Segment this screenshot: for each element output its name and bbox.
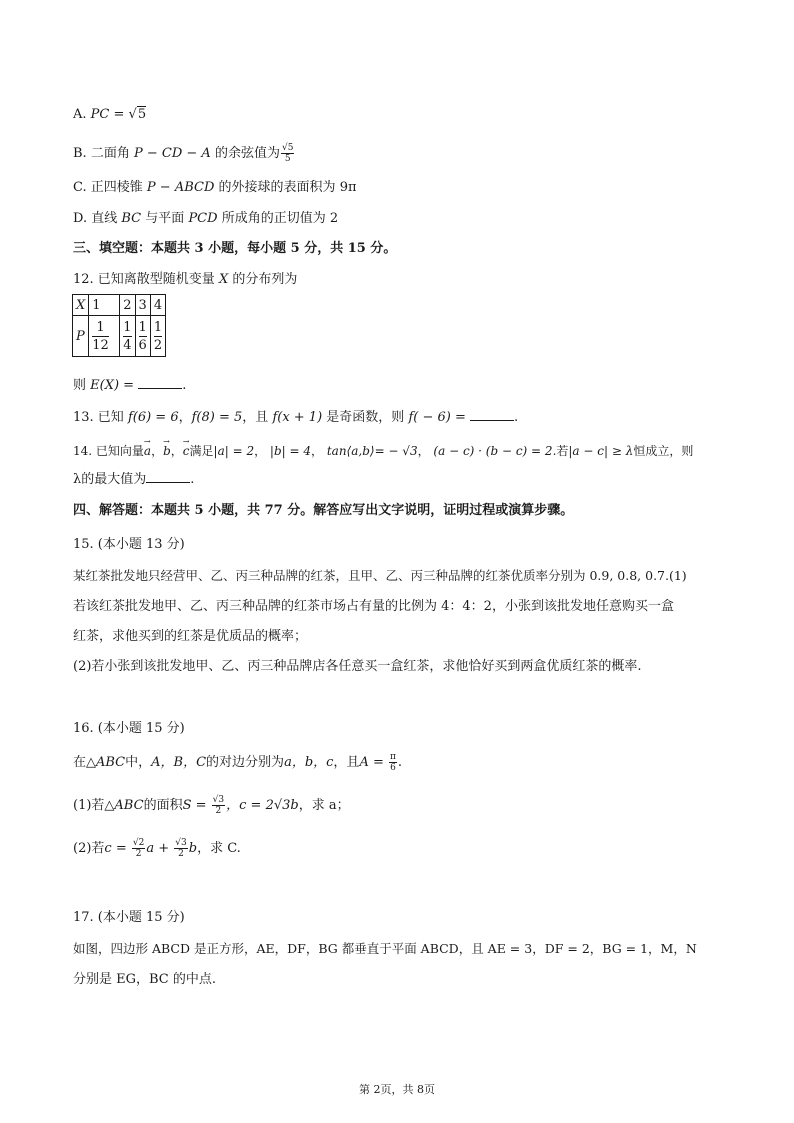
table-cell: [150, 316, 165, 357]
table-cell: 1: [89, 295, 120, 316]
question-17-header: 17. (本小题 15 分): [73, 910, 185, 925]
question-13: 13. 已知 f(6) = 6，f(8) = 5，且 f(x + 1) 是奇函数，则 f( − 6) = .: [73, 410, 519, 425]
question-16-part-1: (1)若△ABC的面积S = $\frac{√3}{2}$ ，c = 2√3b，求 a；: [73, 795, 350, 816]
table-cell: 3: [135, 295, 150, 316]
fraction: $\frac{1}{4}$: [123, 319, 132, 353]
question-15-text: 若该红茶批发地甲、乙、丙三种品牌的红茶市场占有量的比例为 4：4：2，小张到该批发地任意购买一盒: [73, 599, 674, 614]
question-17-text: 如图，四边形 ABCD 是正方形，AE，DF，BG 都垂直于平面 ABCD，且 AE = 3，DF = 2，BG = 1，M，N: [73, 941, 697, 956]
question-15-text: 红茶，求他买到的红茶是优质品的概率；: [73, 629, 308, 644]
question-16-stem: 在△ABC中，A，B，C的对边分别为a，b，c，且A = $\frac{\pi}{6}$ .: [73, 752, 403, 773]
page-footer: 第 2页，共 8页: [359, 1083, 435, 1096]
fraction: $\frac{√2}{2}$: [132, 838, 145, 859]
question-16-part-2: (2)若c = $\frac{√2}{2}$ a + $\frac{√3}{2}$ b，求 C.: [73, 838, 241, 859]
option-a: A. PC = √5: [73, 107, 147, 122]
fraction: $\frac{√3}{2}$: [175, 838, 187, 859]
table-cell: 4: [150, 295, 165, 316]
question-12-stem: 12. 已知离散型随机变量 X 的分布列为: [73, 272, 298, 287]
fraction: $\frac{√3}{2}$: [212, 795, 225, 816]
question-15-text: (2)若小张到该批发地甲、乙、丙三种品牌店各任意买一盒红茶，求他恰好买到两盒优质红茶的概率.: [73, 659, 642, 674]
table-cell: 2: [120, 295, 135, 316]
fraction: $\frac{√5}{5}$: [281, 143, 294, 164]
section-heading-fill-blank: 三、填空题：本题共 3 小题，每小题 5 分，共 15 分。: [73, 241, 397, 256]
table-cell: [89, 316, 120, 357]
question-17-text: 分别是 EG，BC 的中点.: [73, 972, 217, 987]
table-row: [73, 295, 166, 316]
option-b: B. 二面角 P − CD − A 的余弦值为 $\frac{√5}{5}$: [73, 143, 294, 164]
question-14-line-2: λ的最大值为 .: [73, 472, 195, 487]
answer-blank: [146, 482, 190, 483]
table-cell: X: [73, 295, 89, 316]
table-cell: [135, 316, 150, 357]
question-14-line-1: 14. 已知向量→ a，→ b，→ c满足|a| = 2， |b| = 4， tan⟨a,b⟩= − √3， (a − c) · (b − c) = 2.若|a − c| ≥ λ恒成立，则: [73, 442, 733, 460]
answer-blank: [138, 388, 182, 389]
fraction: $\frac{1}{6}$: [138, 319, 147, 353]
question-15-header: 15. (本小题 13 分): [73, 537, 185, 552]
fraction: $\frac{1}{12}$: [92, 319, 109, 353]
table-cell: P: [73, 316, 89, 357]
option-d: D. 直线 BC 与平面 PCD 所成角的正切值为 2: [73, 211, 339, 226]
fraction: $\frac{1}{2}$: [153, 319, 163, 353]
question-12-answer: 则 E(X) = .: [73, 378, 187, 393]
question-16-header: 16. (本小题 15 分): [73, 721, 185, 736]
distribution-table: [72, 294, 166, 357]
fraction: $\frac{\pi}{6}$: [389, 752, 396, 773]
answer-blank: [470, 420, 514, 421]
question-15-text: 某红茶批发地只经营甲、乙、丙三种品牌的红茶，且甲、乙、丙三种品牌的红茶优质率分别为 0.9, 0.8, 0.7.(1): [73, 568, 687, 583]
section-heading-solutions: 四、解答题：本题共 5 小题，共 77 分。解答应写出文字说明，证明过程或演算步骤。: [73, 503, 574, 518]
table-cell: [120, 316, 135, 357]
table-row: [73, 316, 166, 357]
option-c: C. 正四棱锥 P − ABCD 的外接球的表面积为 9π: [73, 180, 357, 195]
